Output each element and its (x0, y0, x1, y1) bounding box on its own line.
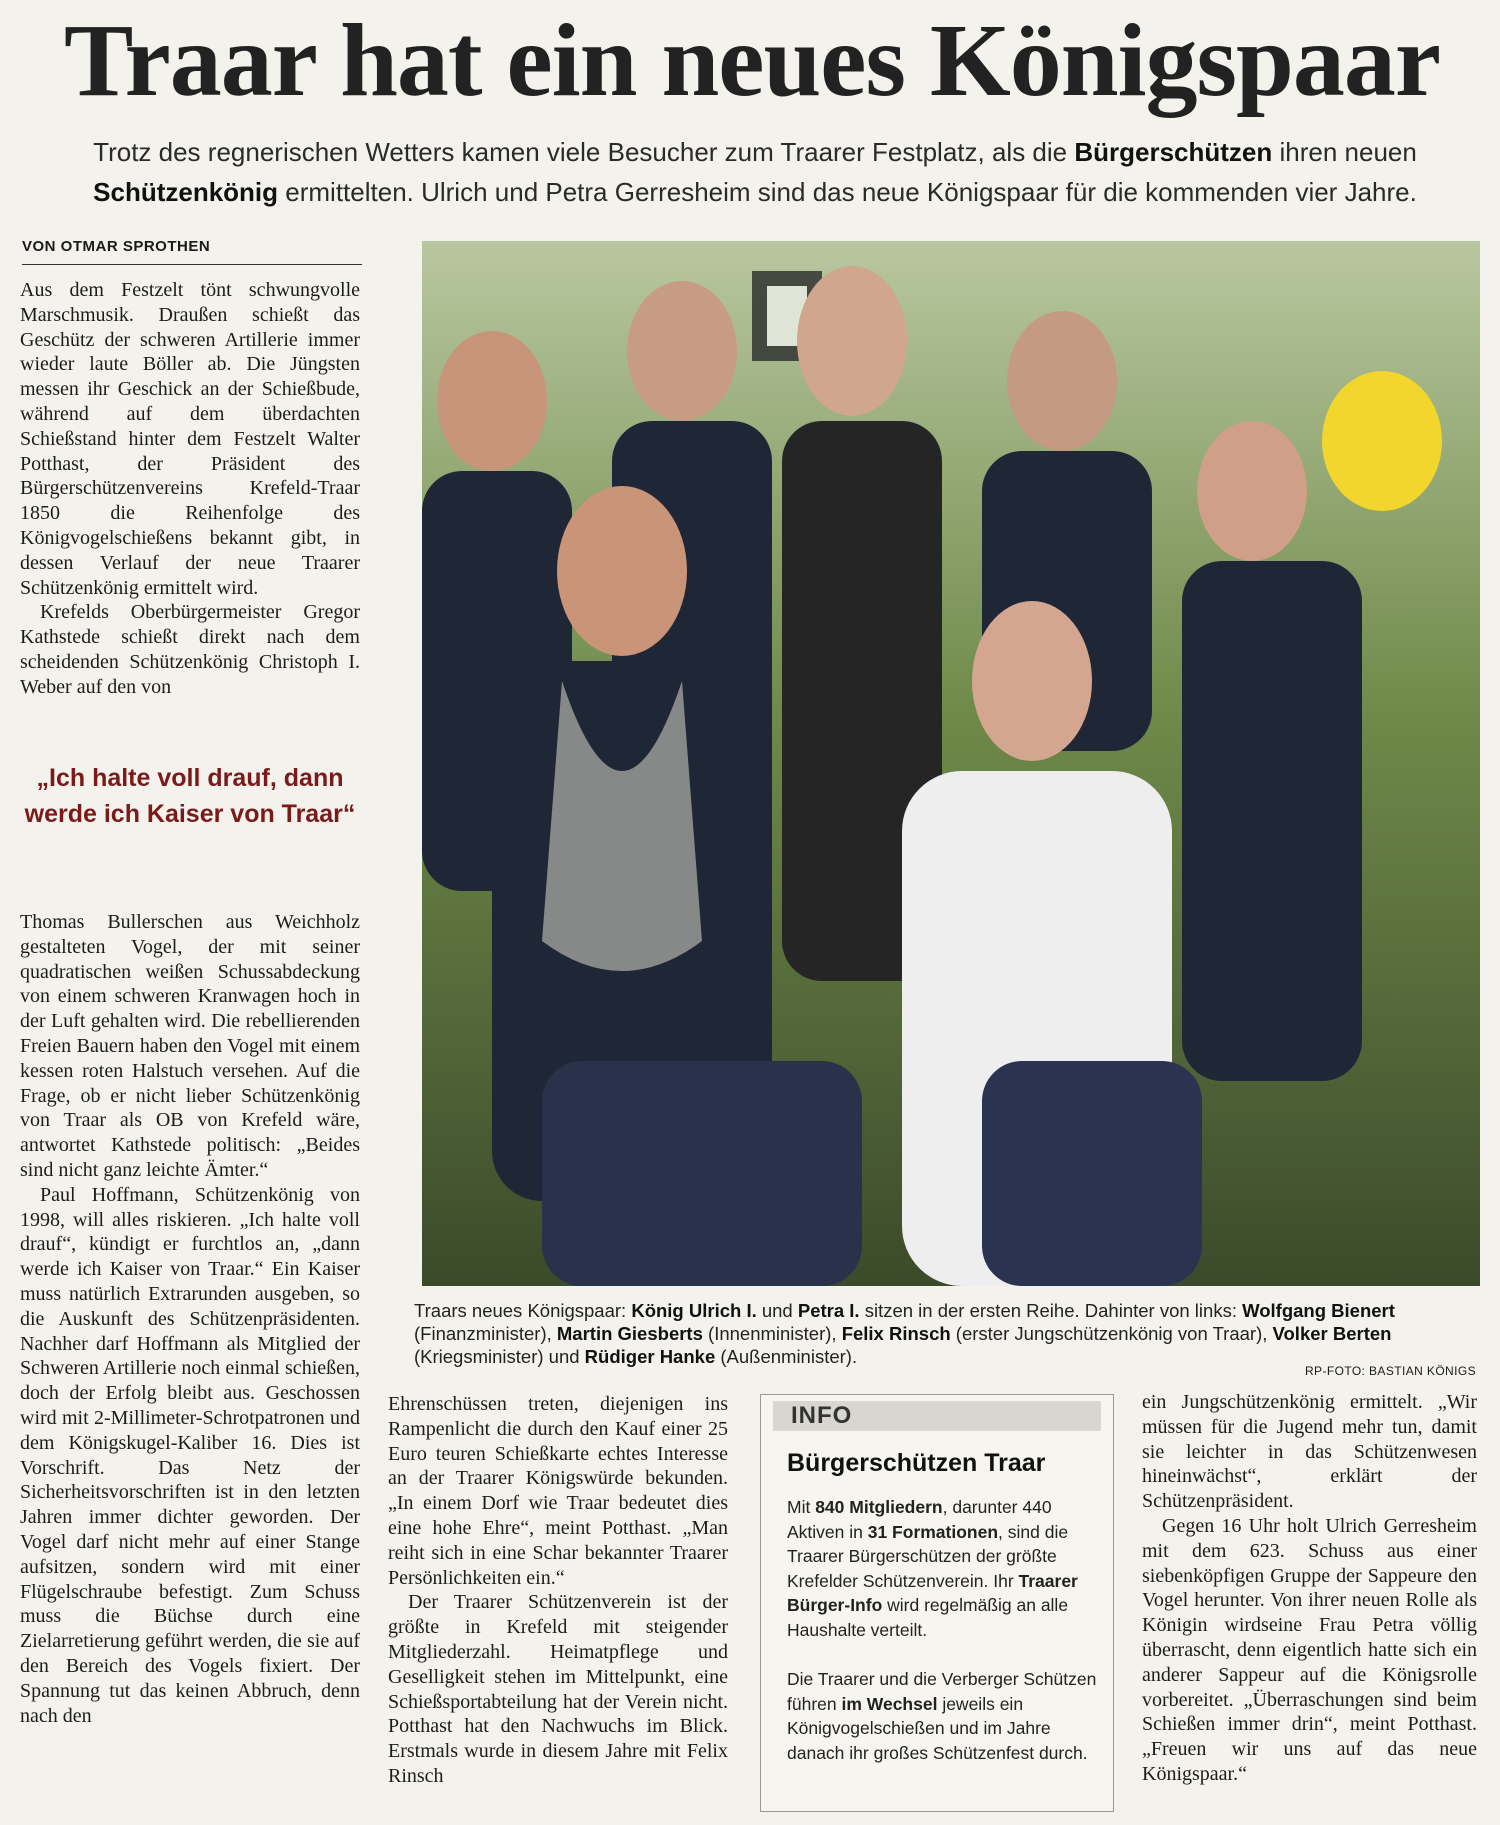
caption-name: Volker Berten (1272, 1323, 1392, 1344)
paragraph: Der Traarer Schützenverein ist der größte in Krefeld mit steigender Mitgliederzahl. Heimatpflege und Geselligkeit stehen im Mittelpunkt, eine Schießsportabteilung hat der Verein nicht. Potthast hat den Nachwuchs im Blick. Erstmals wurde in diesem Jahre mit Felix Rinsch (388, 1591, 728, 1787)
paragraph: ein Jungschützenkönig ermittelt. „Wir müssen für die Jugend mehr tun, damit sie leichter in das Schützenwesen hineinwächst“, erklärt der Schützenpräsident. (1142, 1391, 1477, 1513)
subhead-text: Trotz des regnerischen Wetters kamen viele Besucher zum Traarer Festplatz, als die (93, 137, 1075, 167)
pull-quote: „Ich halte voll drauf, dann werde ich Kaiser von Traar“ (24, 764, 356, 828)
caption-name: Martin Giesberts (556, 1323, 703, 1344)
info-text: wird regelmäßig an alle Haushalte verteilt. (787, 1595, 1069, 1640)
info-bold: 31 Formationen (867, 1521, 999, 1542)
caption-text: (Kriegsminister) und (414, 1346, 585, 1367)
subhead-text: ermittelten. Ulrich und Petra Gerresheim sind das neue Königspaar für die kommenden vier Jahre. (278, 177, 1417, 207)
group-photo (422, 241, 1480, 1286)
caption-name: Wolfgang Bienert (1242, 1300, 1395, 1321)
photo-credit: RP-FOTO: BASTIAN KÖNIGS (1304, 1364, 1476, 1378)
article-column-2 (388, 1392, 728, 1789)
info-text: Die Traarer und die Verberger Schützen führen (787, 1669, 1097, 1714)
subhead-bold: Bürgerschützen (1074, 137, 1273, 167)
info-box (760, 1394, 1114, 1812)
paragraph: Paul Hoffmann, Schützenkönig von 1998, will alles riskieren. „Ich halte voll drauf“, kündigt er furchtlos an, „dann werde ich Kaiser von Traar.“ Ein Kaiser muss natürlich Extrarunden ausgeben, so die Auskunft des Schützenpräsidenten. Nachher darf Hoffmann als Mitglied der Schweren Artillerie noch einmal schießen, doch der Erfolg bleibt aus. Geschossen wird mit 2-Millimeter-Schrotpatronen und dem Königskugel-Kaliber 16. Dies ist Vorschrift. Das Netz der Sicherheitsvorschriften ist in den letzten Jahren immer dichter geworden. Der Vogel darf nicht mehr auf einer Stange aufsitzen, sondern wird mit einer Flügelschraube befestigt. Zum Schuss muss die Büchse durch eine Zielarretierung geführt werden, die sie auf den Bereich des Vogels fixiert. Der Spannung tut das keinen Abbruch, denn nach den (20, 1183, 360, 1727)
byline: VON OTMAR SPROTHEN (22, 238, 362, 265)
group-photo-illustration (422, 241, 1480, 1286)
headline: Traar hat ein neues Königspaar (63, 3, 1441, 118)
article-column-1b (20, 910, 360, 1728)
caption-name: Felix Rinsch (841, 1323, 951, 1344)
photo-caption (414, 1299, 1478, 1368)
subhead-text: ihren neuen (1272, 137, 1417, 167)
subhead-bold: Schützenkönig (93, 177, 279, 207)
caption-text: Traars neues Königspaar: (414, 1300, 632, 1321)
paragraph: Ehrenschüssen treten, diejenigen ins Rampenlicht die durch den Kauf einer 25 Euro teuren Schießkarte echtes Interesse an der Traarer Königswürde bekunden. „In einem Dorf wie Traar bedeutet dies eine hohe Ehre“, meint Potthast. „Man reiht sich in eine Schar bekannter Traarer Persönlichkeiten ein.“ (388, 1393, 728, 1589)
info-tag: INFO (773, 1401, 1101, 1431)
info-paragraph (787, 1667, 1097, 1765)
caption-text: sitzen in der ersten Reihe. Dahinter von links: (859, 1300, 1243, 1321)
caption-text: (erster Jungschützenkönig von Traar), (950, 1323, 1273, 1344)
info-text: , sind die Traarer Bürgerschützen der größte Krefelder Schützenverein. Ihr (787, 1521, 1069, 1591)
article-column-4 (1142, 1390, 1477, 1787)
caption-name: Rüdiger Hanke (584, 1346, 716, 1367)
caption-text: (Finanzminister), (414, 1323, 557, 1344)
info-bold: 840 Mitgliedern (815, 1497, 943, 1517)
info-title: Bürgerschützen Traar (787, 1449, 1046, 1477)
paragraph: Krefelds Oberbürgermeister Gregor Kathstede schießt direkt nach dem scheidenden Schützenkönig Christoph I. Weber auf den von (20, 601, 360, 698)
caption-text: (Außenminister). (715, 1346, 858, 1367)
info-paragraph (787, 1495, 1097, 1642)
info-bold: Traarer Bürger-Info (787, 1570, 1078, 1615)
paragraph: Thomas Bullerschen aus Weichholz gestalteten Vogel, der mit seiner quadratischen weißen Schussabdeckung von einem schweren Kranwagen hoch in der Luft gehalten wird. Die rebellierenden Freien Bauern haben den Vogel mit einem kessen roten Halstuch versehen. Auf die Frage, ob er nicht lieber Schützenkönig von Traar als OB von Krefeld wäre, antwortet Kathstede politisch: „Beides sind nicht ganz leichte Ämter.“ (20, 911, 360, 1181)
info-text: jeweils ein Königvogelschießen und im Jahre danach ihr großes Schützenfest durch. (787, 1693, 1088, 1763)
caption-name: Petra I. (797, 1300, 860, 1321)
article-column-1a (20, 278, 360, 700)
caption-name: König Ulrich I. (631, 1300, 757, 1321)
paragraph: Aus dem Festzelt tönt schwungvolle Marschmusik. Draußen schießt das Geschütz der schweren Artillerie immer wieder laute Böller ab. Die Jüngsten messen ihr Geschick an der Schießbude, während auf dem überdachten Schießstand hinter dem Festzelt Walter Potthast, der Präsident des Bürgerschützenvereins Krefeld-Traar 1850 die Reihenfolge des Königvogelschießens bekannt gibt, in dessen Verlauf der neue Traarer Schützenkönig ermittelt wird. (20, 279, 360, 599)
subheadline (85, 132, 1425, 212)
caption-text: (Innenminister), (702, 1323, 842, 1344)
paragraph: Gegen 16 Uhr holt Ulrich Gerresheim mit dem 623. Schuss aus einer siebenköpfigen Gruppe der Sappeure den Vogel herunter. Von ihrer neuen Rolle als Königin wirdseine Frau Petra völlig überrascht, denn eigentlich hatte sich ein anderer Sappeur auf die Königsrolle vorbereitet. „Überraschungen sind beim Schießen immer drin“, meint Potthast. „Freuen wir uns auf das neue Königspaar.“ (1142, 1514, 1477, 1785)
caption-text: und (756, 1300, 798, 1321)
info-bold: im Wechsel (841, 1693, 938, 1714)
info-text: , darunter 440 Aktiven in (787, 1497, 1052, 1542)
info-text: Mit (787, 1497, 816, 1517)
